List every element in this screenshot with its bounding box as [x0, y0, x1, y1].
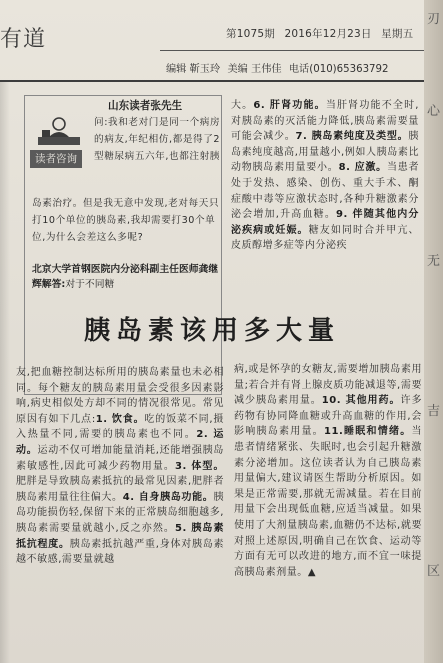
subheading-text: 6. 肝肾功能。 — [253, 100, 326, 111]
issue-line — [226, 26, 441, 41]
article-column-bottom-left — [16, 365, 224, 568]
body-text: 友,把血糖控制达标所用的胰岛素量也未必相同。每个糖友的胰岛素用量会受很多因素影响,病史相似处方却不同的情况很常见。常见原因有如下几点: — [16, 367, 224, 425]
strip-char: 刃 — [427, 12, 441, 27]
strip-char: 吉 — [427, 404, 441, 419]
subheading-text: 7. 胰岛素纯度及类型。 — [295, 131, 409, 143]
header-rule — [160, 50, 443, 51]
subheading-text: 9. 伴随其他内分泌疾病或妊娠。 — [231, 209, 419, 236]
subheading-text: 11.睡眠和情绪。 — [323, 426, 412, 438]
subheading-text: 2. 运动。 — [16, 429, 224, 456]
article-column-right-top — [231, 98, 419, 254]
strip-char: 心 — [427, 104, 441, 119]
body-text: 当患者情绪紧张、失眠时,也会引起升糖激素分泌增加。 — [234, 426, 422, 469]
answerer-name: 北京大学首钢医院内分泌科副主任医师龚继辉解答: — [32, 264, 219, 290]
answerer-intro — [32, 262, 220, 292]
strip-char: 无 — [427, 254, 441, 269]
page-fold-shadow — [0, 82, 10, 663]
question-text-part1: 问:我和老对门是同一个病房的病友,年纪相仿,都是得了2型糖尿病五六年,也都注射胰 — [94, 117, 221, 162]
body-text: 吃的饭菜不同,摄入热量不同,需要的胰岛素也不同。 — [16, 413, 224, 441]
issue-number: 第1075期 — [226, 28, 275, 40]
strip-char: 区 — [427, 564, 441, 579]
editor-name: 编辑 靳玉玲 — [166, 64, 221, 75]
section-divider — [0, 80, 443, 82]
issue-weekday: 星期五 — [381, 28, 414, 40]
article-column-bottom-right — [234, 362, 422, 580]
body-text: 大。 — [231, 100, 254, 111]
subheading-text: 4. 自身胰岛功能。 — [122, 491, 214, 503]
subheading-text: 3. 体型。 — [174, 460, 224, 472]
editor-credits — [166, 60, 443, 75]
designer-name: 美编 王伟佳 — [227, 64, 282, 75]
body-text: 许多药物有协同降血糖或升高血糖的作用,会影响胰岛素用量。 — [234, 395, 422, 438]
question-text-part2: 岛素治疗。但是我无意中发现,老对每天只打10个单位的胰岛素,我却需要打30个单位,为什么会差这么多呢? — [32, 198, 220, 243]
answer-start: 对于不同糖 — [65, 279, 115, 290]
reader-name: 山东读者张先生 — [108, 100, 183, 112]
body-text: 这位读者认为自己胰岛素用量偏大,建议请医生帮助分析原因。如果是正常需要,那就无需减量。若在目前用量下会出现低血糖,应适当减量。如果使用了大剂量胰岛素,血糖仍不达标,就要对照上述原因,明确自己在饮食、运动等方面有无可以改进的地方,而不宜一味提高胰岛素剂量。 — [234, 457, 422, 578]
section-name: 有道 — [0, 27, 47, 52]
body-text: 糖友如同时合并甲亢、皮质醇增多症等内分泌疾 — [231, 224, 420, 252]
subheading-text: 1. 饮食。 — [95, 413, 145, 425]
subheading-text: 5. 胰岛素抵抗程度。 — [16, 522, 224, 550]
article-title: 胰岛素该用多大量 — [83, 316, 340, 346]
body-text: ▲ — [307, 566, 317, 578]
body-text: 胰岛素纯度越高,用量越小,例如人胰岛素比动物胰岛素用量要小。 — [231, 131, 419, 174]
reader-consult-badge: 读者咨询 — [30, 150, 82, 168]
body-text: 运动不仅可增加能量消耗,还能增强胰岛素敏感性,因此可减少药物用量。 — [16, 444, 224, 472]
subheading-text: 10. 其他用药。 — [321, 395, 401, 407]
body-text: 胰岛功能损伤轻,保留下来的正常胰岛细胞越多,胰岛素需要量就越小,反之亦然。 — [16, 491, 224, 534]
subheading-text: 8. 应激。 — [338, 162, 387, 174]
reader-consult-icon — [36, 117, 82, 147]
body-text: 胰岛素抵抗越严重,身体对胰岛素越不敏感,需要量就越 — [16, 538, 225, 566]
issue-date: 2016年12月23日 — [284, 28, 372, 40]
contact-phone: 电话(010)65363792 — [288, 64, 389, 75]
body-text: 病,或是怀孕的女糖友,需要增加胰岛素用量;若合并有肾上腺皮质功能减退等,需要减少胰岛素用量。 — [234, 364, 422, 407]
body-text: 肥胖是导致胰岛素抵抗的最常见因素,肥胖者胰岛素用量往往偏大。 — [16, 476, 224, 503]
body-text: 当肝肾功能不全时,对胰岛素的灭活能力降低,胰岛素需要量可能会减少。 — [231, 100, 419, 143]
body-text: 当患者处于发热、感染、创伤、重大手术、酮症酸中毒等应激状态时,各种升糖激素分泌会增加,升高血糖。 — [231, 162, 419, 221]
adjacent-page-edge — [424, 0, 443, 663]
